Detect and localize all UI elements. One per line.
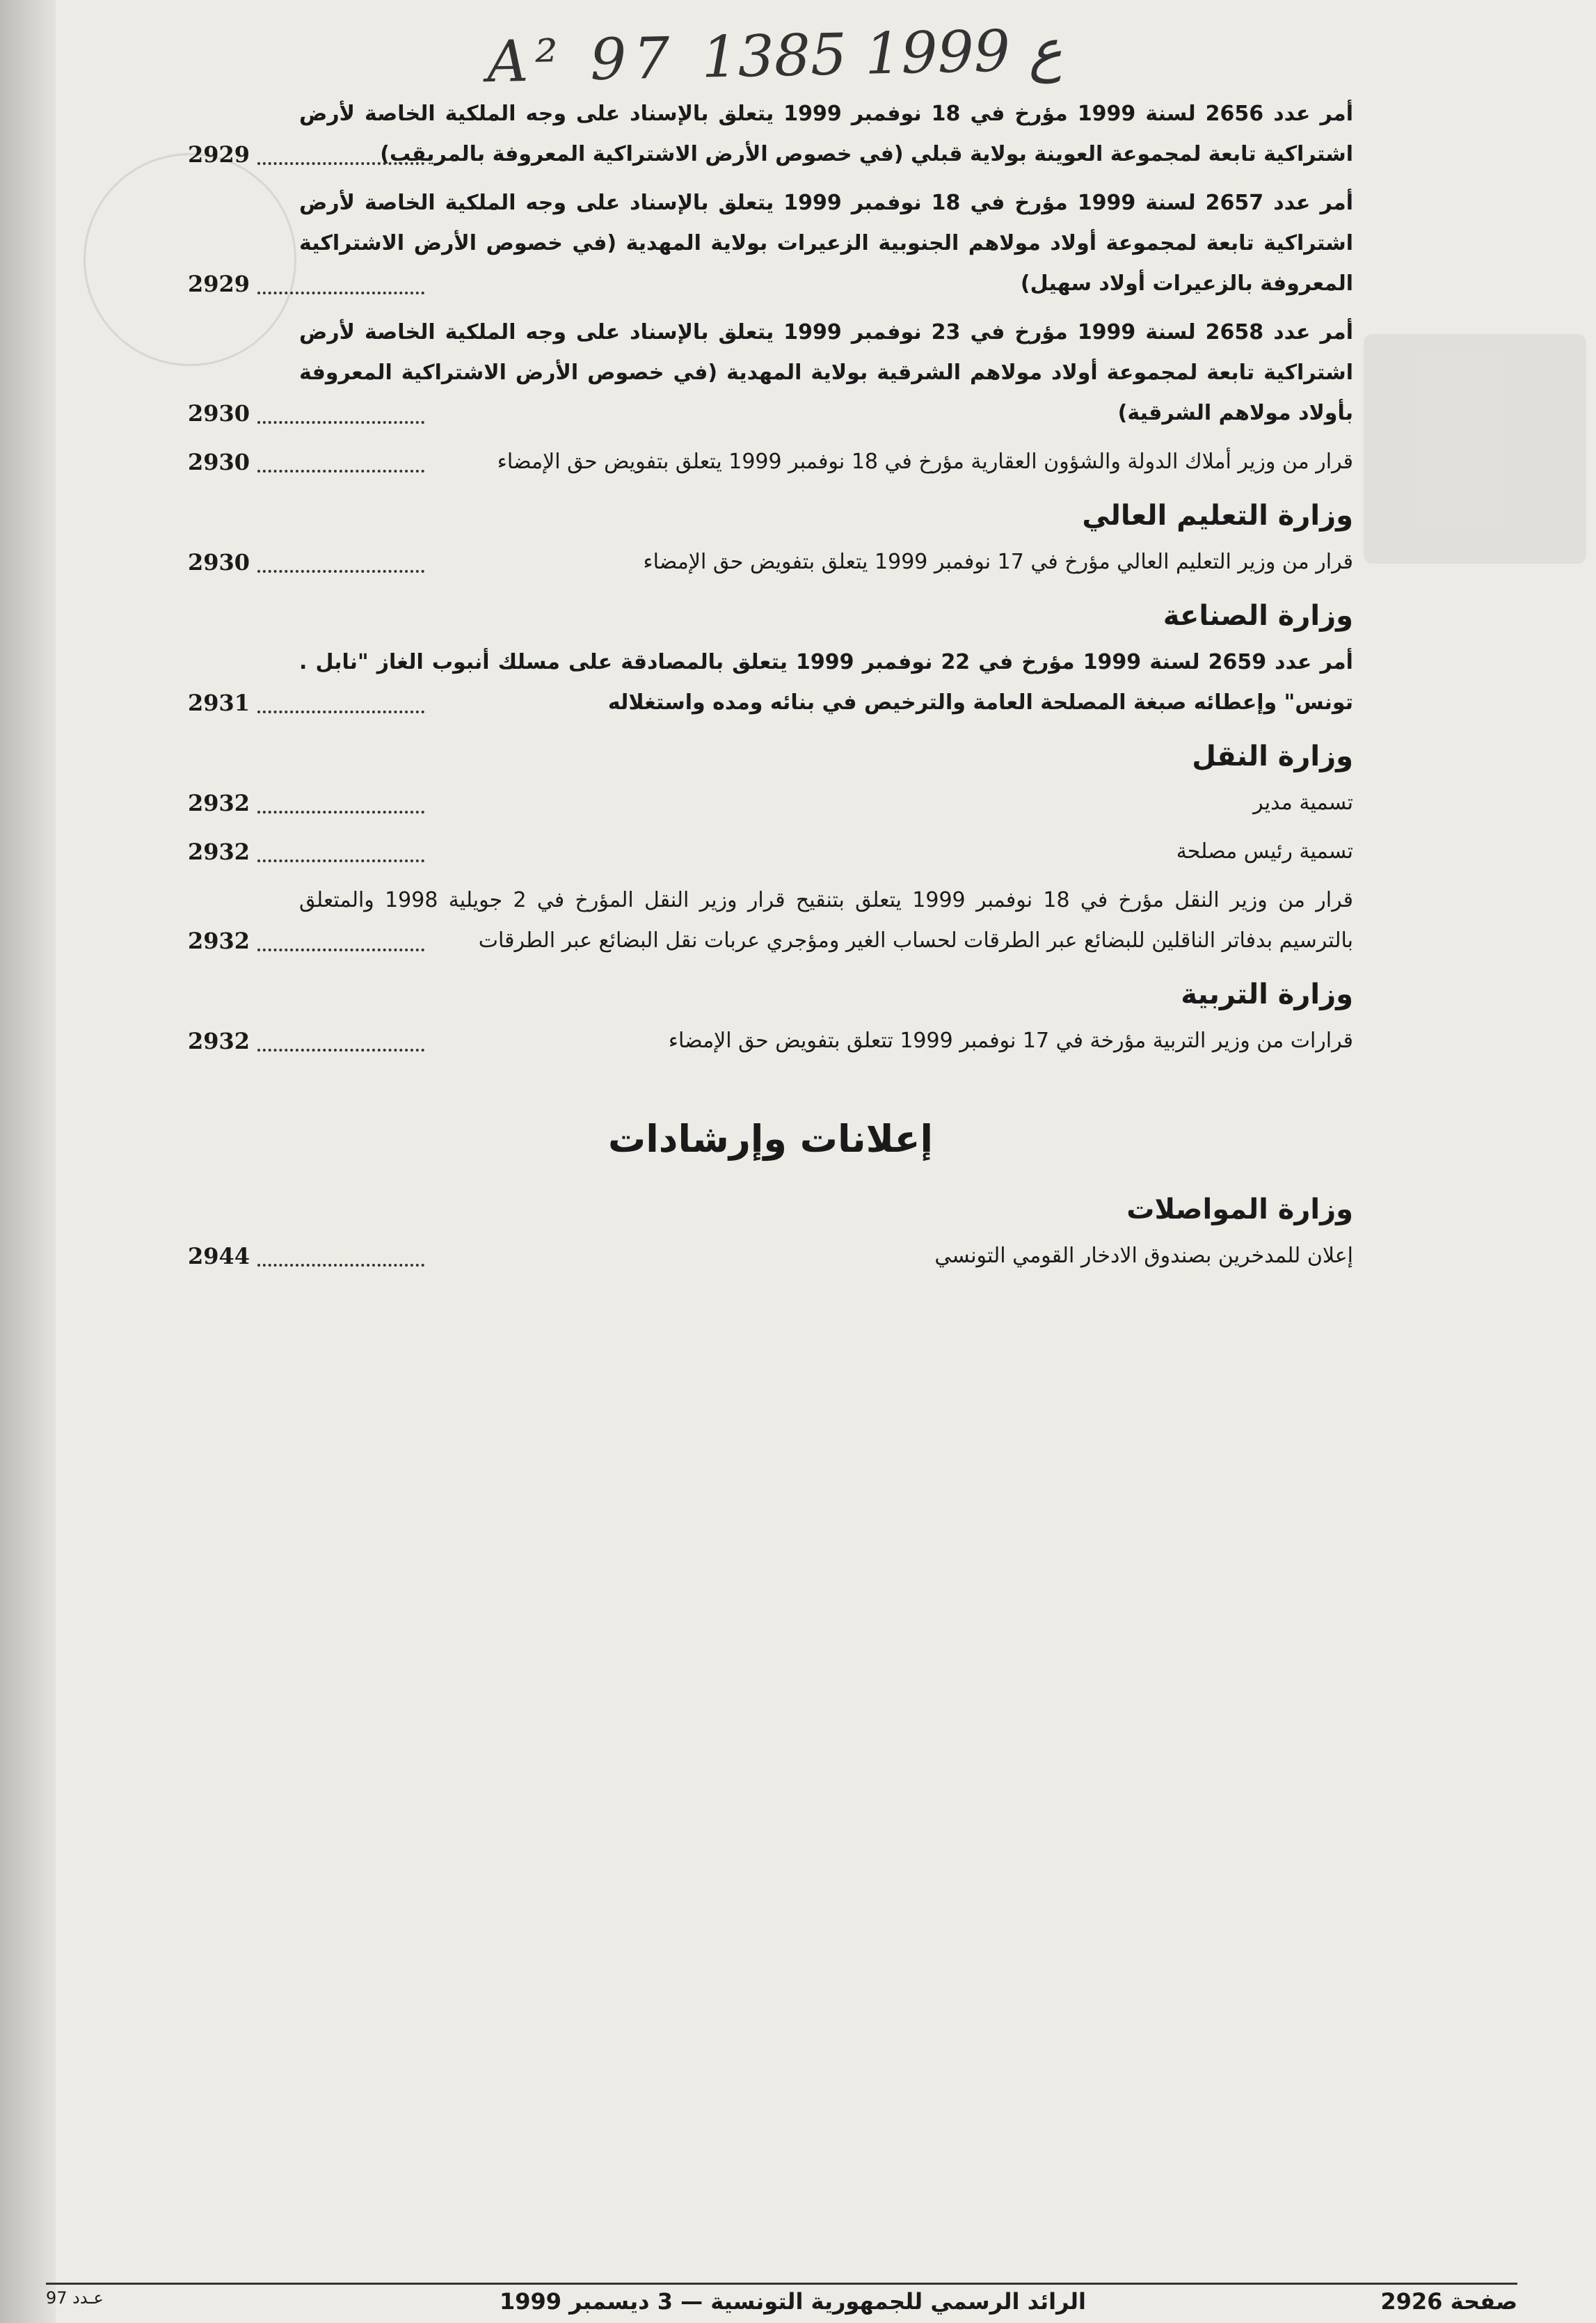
toc-entry <box>188 1236 1353 1276</box>
entry-page-number: 2929 <box>188 271 250 297</box>
toc-entry <box>188 832 1353 872</box>
dot-leader <box>257 563 424 573</box>
footer-journal-title: الرائد الرسمي للجمهورية التونسية — 3 ديسمبر 1999 <box>499 2288 1086 2315</box>
page-footer <box>46 2288 1517 2320</box>
entry-text: تسمية رئيس مصلحة <box>1176 839 1353 864</box>
toc-entry <box>188 642 1353 723</box>
entry-page-number: 2932 <box>188 790 250 816</box>
entry-text: أمر عدد 2657 لسنة 1999 مؤرخ في 18 نوفمبر 1999 يتعلق بالإسناد على وجه الملكية الخاصة لأرض اشتراكية تابعة لمجموعة أولاد مولاهم الجنوبية الزعيرات بولاية المهدية (في خصوص الأرض الاشتراكية المعروفة بالزعيرات أولاد سهيل) <box>299 191 1353 296</box>
ministry-heading-industry: وزارة الصناعة <box>1163 600 1353 632</box>
ministry-heading-transport: وزارة النقل <box>1192 740 1353 772</box>
entry-text: أمر عدد 2659 لسنة 1999 مؤرخ في 22 نوفمبر 1999 يتعلق بالمصادقة على مسلك أنبوب الغاز "نابل . تونس" وإعطائه صبغة المصلحة العامة والترخيص في بنائه ومده واستغلاله <box>299 650 1353 715</box>
dot-leader <box>257 1042 424 1052</box>
dot-leader <box>257 704 424 713</box>
entry-page-number: 2929 <box>188 141 250 168</box>
entry-text: قرارات من وزير التربية مؤرخة في 17 نوفمبر 1999 تتعلق بتفويض حق الإمضاء <box>668 1029 1353 1053</box>
entry-text: قرار من وزير أملاك الدولة والشؤون العقارية مؤرخ في 18 نوفمبر 1999 يتعلق بتفويض حق الإمضاء <box>497 450 1353 474</box>
dot-leader <box>257 853 424 862</box>
ministry-heading-higher-education: وزارة التعليم العالي <box>1082 500 1353 532</box>
footer-issue-number: عـدد 97 <box>46 2288 104 2308</box>
toc-entry <box>188 542 1353 582</box>
entry-page-number: 2944 <box>188 1243 250 1269</box>
toc-entry <box>188 783 1353 823</box>
entry-text: تسمية مدير <box>1253 791 1353 815</box>
scan-edge-shadow <box>0 0 56 2323</box>
table-of-contents <box>188 94 1353 1285</box>
toc-entry <box>188 94 1353 175</box>
toc-entry <box>188 183 1353 304</box>
toc-entry <box>188 442 1353 482</box>
footer-page-label: صفحة 2926 <box>1380 2288 1517 2315</box>
entry-page-number: 2930 <box>188 400 250 427</box>
entry-page-number: 2931 <box>188 690 250 716</box>
entry-page-number: 2930 <box>188 449 250 475</box>
footer-divider <box>46 2283 1517 2285</box>
section-title-announcements: إعلانات وإرشادات <box>607 1117 934 1161</box>
dot-leader <box>257 414 424 424</box>
entry-text: قرار من وزير النقل مؤرخ في 18 نوفمبر 1999 يتعلق بتنقيح قرار وزير النقل المؤرخ في 2 جويلية 1998 والمتعلق بالترسيم بدفاتر الناقلين للبضائع عبر الطرقات لحساب الغير ومؤجري عربات نقل البضائع عبر الطرقات <box>299 888 1353 953</box>
dot-leader <box>257 942 424 951</box>
ministry-heading-education: وزارة التربية <box>1181 978 1353 1010</box>
toc-entry <box>188 1021 1353 1061</box>
ministry-heading-communications: وزارة المواصلات <box>1126 1194 1353 1226</box>
entry-text: قرار من وزير التعليم العالي مؤرخ في 17 نوفمبر 1999 يتعلق بتفويض حق الإمضاء <box>643 550 1353 574</box>
entry-page-number: 2932 <box>188 928 250 954</box>
dot-leader <box>257 155 424 165</box>
dot-leader <box>257 463 424 473</box>
entry-page-number: 2932 <box>188 839 250 865</box>
entry-page-number: 2930 <box>188 549 250 576</box>
dot-leader <box>257 804 424 814</box>
bleed-through-mark <box>1364 334 1586 564</box>
entry-page-number: 2932 <box>188 1028 250 1054</box>
entry-text: إعلان للمدخرين بصندوق الادخار القومي التونسي <box>934 1244 1353 1268</box>
entry-text: أمر عدد 2656 لسنة 1999 مؤرخ في 18 نوفمبر 1999 يتعلق بالإسناد على وجه الملكية الخاصة لأرض اشتراكية تابعة لمجموعة العوينة بولاية قبلي (في خصوص الأرض الاشتراكية المعروفة بالمريقب) <box>299 102 1353 166</box>
entry-text: أمر عدد 2658 لسنة 1999 مؤرخ في 23 نوفمبر 1999 يتعلق بالإسناد على وجه الملكية الخاصة لأرض اشتراكية تابعة لمجموعة أولاد مولاهم الشرقية بولاية المهدية (في خصوص الأرض الاشتراكية المعروفة بأولاد مولاهم الشرقية) <box>299 320 1353 425</box>
toc-entry <box>188 312 1353 434</box>
dot-leader <box>257 285 424 294</box>
dot-leader <box>257 1257 424 1267</box>
toc-entry <box>188 880 1353 961</box>
entries-property <box>188 94 1353 482</box>
handwritten-annotation: A² 97 ع 1999 1385 <box>486 17 1063 96</box>
